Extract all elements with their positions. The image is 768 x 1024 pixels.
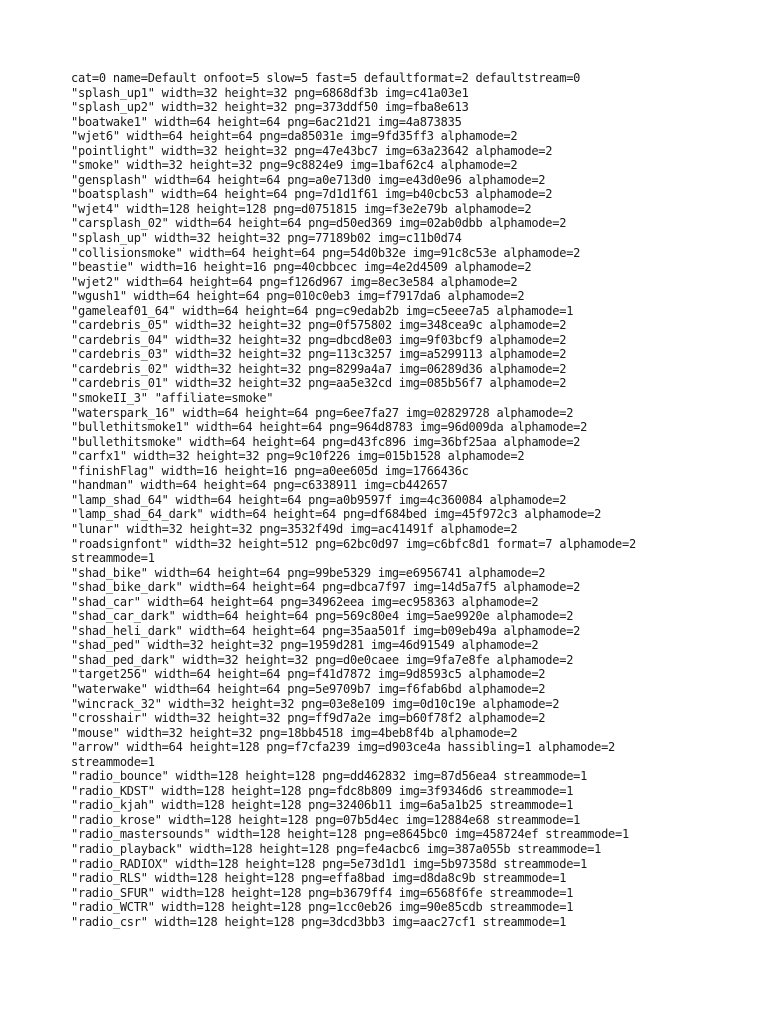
- text-line: "waterspark_16" width=64 height=64 png=6ee7fa27 img=02829728 alphamode=2: [71, 405, 574, 420]
- text-line: "crosshair" width=32 height=32 png=ff9d7a2e img=b60f78f2 alphamode=2: [71, 711, 546, 726]
- text-line: "mouse" width=32 height=32 png=18bb4518 img=4beb8f4b alphamode=2: [71, 725, 518, 740]
- header-line: cat=0 name=Default onfoot=5 slow=5 fast=5 defaultformat=2 defaultstream=0: [71, 71, 581, 85]
- text-line: "finishFlag" width=16 height=16 png=a0ee605d img=1766436c: [71, 463, 469, 478]
- text-line: "cardebris_05" width=32 height=32 png=0f575802 img=348cea9c alphamode=2: [71, 318, 567, 333]
- text-line: "bullethitsmoke" width=64 height=64 png=d43fc896 img=36bf25aa alphamode=2: [71, 434, 581, 449]
- text-line: "cardebris_03" width=32 height=32 png=113c3257 img=a5299113 alphamode=2: [71, 347, 567, 362]
- text-line: "roadsignfont" width=32 height=512 png=62bc0d97 img=c6bfc8d1 format=7 alphamode=2: [71, 536, 636, 551]
- text-line: "collisionsmoke" width=64 height=64 png=54d0b32e img=91c8c53e alphamode=2: [71, 245, 581, 260]
- text-line: "cardebris_01" width=32 height=32 png=aa5e32cd img=085b56f7 alphamode=2: [71, 376, 567, 391]
- text-line: "wjet4" width=128 height=128 png=d0751815 img=f3e2e79b alphamode=2: [71, 201, 532, 216]
- text-line: streammode=1: [71, 754, 155, 769]
- text-line: "pointlight" width=32 height=32 png=47e43bc7 img=63a23642 alphamode=2: [71, 143, 553, 158]
- text-line: "radio_KDST" width=128 height=128 png=fdc8b809 img=3f9346d6 streammode=1: [71, 783, 574, 798]
- text-line: "boatwake1" width=64 height=64 png=6ac21d21 img=4a873835: [71, 114, 462, 129]
- text-line: "arrow" width=64 height=128 png=f7cfa239 img=d903ce4a hassibling=1 alphamode=2: [71, 740, 616, 755]
- text-line: "wgush1" width=64 height=64 png=010c0eb3 img=f7917da6 alphamode=2: [71, 289, 525, 304]
- text-line: "radio_playback" width=128 height=128 png=fe4acbc6 img=387a055b streammode=1: [71, 841, 602, 856]
- text-line: "shad_bike" width=64 height=64 png=99be5329 img=e6956741 alphamode=2: [71, 565, 546, 580]
- text-line: "lunar" width=32 height=32 png=3532f49d img=ac41491f alphamode=2: [71, 521, 518, 536]
- text-line: "wincrack_32" width=32 height=32 png=03e8e109 img=0d10c19e alphamode=2: [71, 696, 560, 711]
- text-line: "lamp_shad_64" width=64 height=64 png=a0b9597f img=4c360084 alphamode=2: [71, 492, 567, 507]
- text-line: "radio_SFUR" width=128 height=128 png=b3679ff4 img=6568f6fe streammode=1: [71, 885, 574, 900]
- text-line: "shad_bike_dark" width=64 height=64 png=dbca7f97 img=14d5a7f5 alphamode=2: [71, 580, 581, 595]
- text-line: "shad_heli_dark" width=64 height=64 png=35aa501f img=b09eb49a alphamode=2: [71, 623, 581, 638]
- text-line: "carfx1" width=32 height=32 png=9c10f226 img=015b1528 alphamode=2: [71, 449, 525, 464]
- text-line: "shad_ped_dark" width=32 height=32 png=d0e0caee img=9fa7e8fe alphamode=2: [71, 652, 574, 667]
- text-line: "shad_car_dark" width=64 height=64 png=569c80e4 img=5ae9920e alphamode=2: [71, 609, 574, 624]
- text-line: "beastie" width=16 height=16 png=40cbbcec img=4e2d4509 alphamode=2: [71, 260, 532, 275]
- text-line: "radio_bounce" width=128 height=128 png=dd462832 img=87d56ea4 streammode=1: [71, 769, 588, 784]
- text-line: "smoke" width=32 height=32 png=9c8824e9 img=1baf62c4 alphamode=2: [71, 158, 518, 173]
- text-line: "boatsplash" width=64 height=64 png=7d1d1f61 img=b40cbc53 alphamode=2: [71, 187, 553, 202]
- text-line: "radio_RLS" width=128 height=128 png=effa8bad img=d8da8c9b streammode=1: [71, 871, 567, 886]
- text-line: "target256" width=64 height=64 png=f41d7872 img=9d8593c5 alphamode=2: [71, 667, 546, 682]
- document-text-block: [71, 71, 751, 929]
- text-line: "radio_csr" width=128 height=128 png=3dcd3bb3 img=aac27cf1 streammode=1: [71, 914, 567, 929]
- text-line: "splash_up1" width=32 height=32 png=6868df3b img=c41a03e1: [71, 85, 469, 100]
- text-line: "shad_ped" width=32 height=32 png=1959d281 img=46d91549 alphamode=2: [71, 638, 539, 653]
- text-line: "radio_RADIOX" width=128 height=128 png=5e73d1d1 img=5b97358d streammode=1: [71, 856, 588, 871]
- text-line: "gameleaf01_64" width=64 height=64 png=c9edab2b img=c5eee7a5 alphamode=1: [71, 303, 574, 318]
- text-line: "radio_krose" width=128 height=128 png=07b5d4ec img=12884e68 streammode=1: [71, 812, 581, 827]
- text-line: "radio_mastersounds" width=128 height=128 png=e8645bc0 img=458724ef streammode=1: [71, 827, 629, 842]
- text-line: "carsplash_02" width=64 height=64 png=d50ed369 img=02ab0dbb alphamode=2: [71, 216, 567, 231]
- text-line: "handman" width=64 height=64 png=c6338911 img=cb442657: [71, 478, 448, 493]
- text-line: "wjet2" width=64 height=64 png=f126d967 img=8ec3e584 alphamode=2: [71, 274, 518, 289]
- text-line: "wjet6" width=64 height=64 png=da85031e img=9fd35ff3 alphamode=2: [71, 129, 518, 144]
- text-line: "radio_WCTR" width=128 height=128 png=1cc0eb26 img=90e85cdb streammode=1: [71, 900, 574, 915]
- text-line: "gensplash" width=64 height=64 png=a0e713d0 img=e43d0e96 alphamode=2: [71, 172, 546, 187]
- text-line: "splash_up2" width=32 height=32 png=373ddf50 img=fba8e613: [71, 100, 469, 115]
- text-line: "bullethitsmoke1" width=64 height=64 png=964d8783 img=96d009da alphamode=2: [71, 420, 588, 435]
- text-line: "waterwake" width=64 height=64 png=5e9709b7 img=f6fab6bd alphamode=2: [71, 681, 546, 696]
- text-line: streammode=1: [71, 551, 155, 566]
- text-line: "lamp_shad_64_dark" width=64 height=64 png=df684bed img=45f972c3 alphamode=2: [71, 507, 602, 522]
- text-line: "splash_up" width=32 height=32 png=77189b02 img=c11b0d74: [71, 231, 462, 246]
- text-line: "shad_car" width=64 height=64 png=34962eea img=ec958363 alphamode=2: [71, 594, 539, 609]
- text-line: "radio_kjah" width=128 height=128 png=32406b11 img=6a5a1b25 streammode=1: [71, 798, 574, 813]
- text-line: "cardebris_02" width=32 height=32 png=8299a4a7 img=06289d36 alphamode=2: [71, 361, 567, 376]
- text-line: "smokeII_3" "affiliate=smoke": [71, 391, 274, 406]
- text-line: "cardebris_04" width=32 height=32 png=dbcd8e03 img=9f03bcf9 alphamode=2: [71, 332, 567, 347]
